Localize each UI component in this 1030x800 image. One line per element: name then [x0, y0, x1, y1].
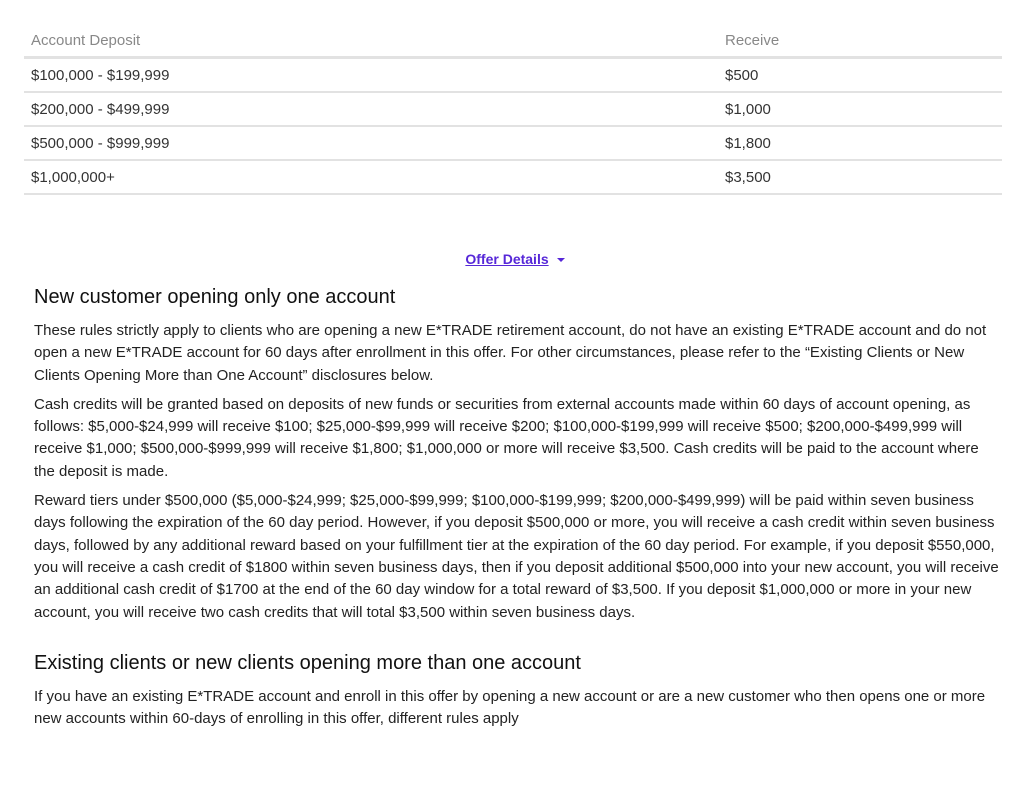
deposit-cell: $500,000 - $999,999: [31, 134, 170, 152]
table-row: [24, 127, 1002, 161]
deposit-cell: $200,000 - $499,999: [31, 100, 170, 118]
deposit-cell: $100,000 - $199,999: [31, 66, 170, 84]
receive-cell: $1,800: [725, 134, 771, 152]
offer-details-link[interactable]: Offer Details: [465, 251, 549, 267]
table-row: [24, 59, 1002, 93]
paragraph: Cash credits will be granted based on deposits of new funds or securities from external accounts made within 60 days of account opening, as follows: $5,000-$24,999 will receive $100; $25,000-$99,999 will receive $200; $100,000-$199,999 will receive $500; $200,000-$499,999 will receive $1,000; $500,000-$999,999 will receive $1,800; $1,000,000 or more will receive $3,500. Cash credits will be paid to the account where the deposit is made.: [34, 395, 979, 480]
table-row: [24, 93, 1002, 127]
section-heading-existing-clients: Existing clients or new clients opening more than one account: [34, 651, 581, 674]
header-receive: Receive: [725, 31, 780, 49]
receive-cell: $500: [725, 66, 759, 84]
paragraph: If you have an existing E*TRADE account and enroll in this offer by opening a new account or are a new customer who then opens one or more new accounts within 60-days of enrolling in this offer, different rules apply: [34, 687, 986, 728]
deposit-reward-table: [24, 24, 1002, 195]
receive-cell: $3,500: [725, 168, 771, 186]
offer-details-content: [34, 284, 999, 737]
receive-cell: $1,000: [725, 100, 771, 118]
section-heading-new-customer: New customer opening only one account: [34, 286, 396, 308]
deposit-cell: $1,000,000+: [31, 168, 115, 186]
paragraph: These rules strictly apply to clients who are opening a new E*TRADE retirement account, do not have an existing E*TRADE account and do not open a new E*TRADE account for 60 days after enrollment in this offer. For other circumstances, please refer to the “Existing Clients or New Clients Opening More than One Account” disclosures below.: [34, 322, 987, 384]
header-account-deposit: Account Deposit: [31, 31, 141, 49]
offer-details-toggle[interactable]: [0, 251, 1030, 267]
table-row: [24, 161, 1002, 195]
paragraph: Reward tiers under $500,000 ($5,000-$24,999; $25,000-$99,999; $100,000-$199,999; $200,000-$499,999) will be paid within seven business days following the expiration of the 60 day period. However, if you deposit $500,000 or more, you will receive a cash credit within seven business days, followed by any additional reward based on your fulfillment tier at the expiration of the 60 day period. For example, if you deposit $550,000, you will receive a cash credit of $1800 within seven business days, then if you deposit additional $500,000 into your new account, you will receive an additional cash credit of $1700 at the end of the 60 day window for a total reward of $3,500. If you deposit $1,000,000 or more in your new account, you will receive two cash credits that will total $3,500 within seven business days.: [34, 492, 999, 621]
caret-down-icon[interactable]: [557, 258, 565, 262]
table-header-row: [24, 24, 1002, 59]
